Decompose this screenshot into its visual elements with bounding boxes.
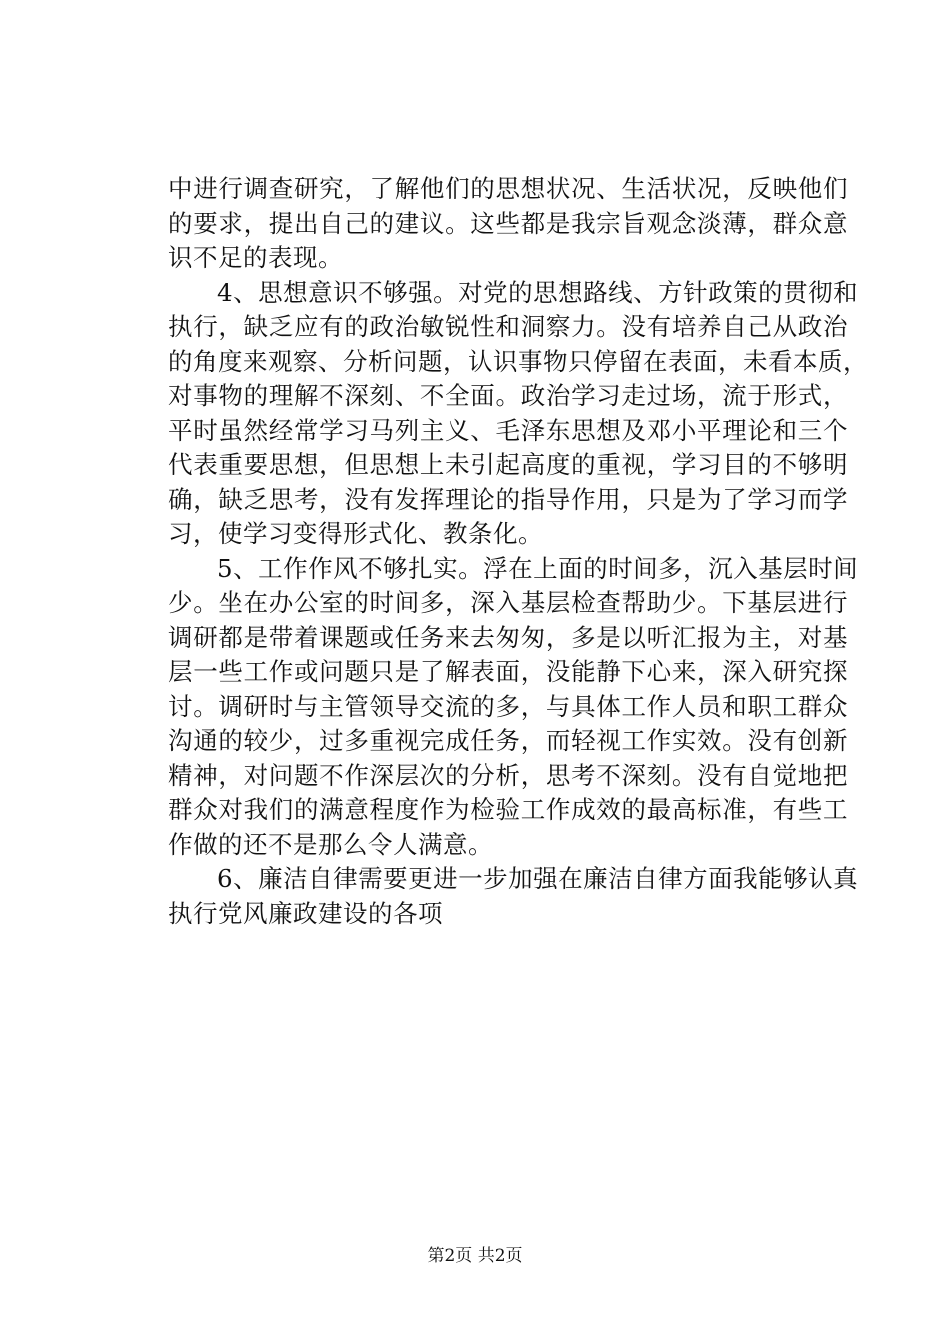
text-line: 讨。调研时与主管领导交流的多，与具体工作人员和职工群众 — [168, 691, 848, 721]
text-line: 沟通的较少，过多重视完成任务，而轻视工作实效。没有创新 — [168, 726, 848, 755]
text-line: 执行，缺乏应有的政治敏锐性和洞察力。没有培养自己从政治 — [168, 312, 848, 341]
text-line: 确，缺乏思考，没有发挥理论的指导作用，只是为了学习而学 — [168, 484, 848, 514]
text-line: 的要求，提出自己的建议。这些都是我宗旨观念淡薄，群众意 — [168, 208, 848, 238]
text-line: 少。坐在办公室的时间多，深入基层检查帮助少。下基层进行 — [168, 588, 848, 617]
text-line: 群众对我们的满意程度作为检验工作成效的最高标准，有些工 — [168, 795, 848, 824]
text-line: 调研都是带着课题或任务来去匆匆，多是以听汇报为主，对基 — [168, 622, 848, 652]
text-line: 对事物的理解不深刻、不全面。政治学习走过场，流于形式， — [168, 381, 848, 410]
text-line: 精神，对问题不作深层次的分析，思考不深刻。没有自觉地把 — [168, 760, 848, 790]
text-line: 中进行调查研究，了解他们的思想状况、生活状况，反映他们 — [168, 174, 848, 203]
page-footer: 第2页 共2页 — [427, 1246, 523, 1266]
text-line: 4、思想意识不够强。对党的思想路线、方针政策的贯彻和 — [217, 277, 859, 307]
text-line: 的角度来观察、分析问题，认识事物只停留在表面，未看本质， — [168, 346, 868, 376]
text-line: 执行党风廉政建设的各项 — [168, 898, 443, 928]
text-line: 习，使学习变得形式化、教条化。 — [168, 519, 543, 548]
text-line: 平时虽然经常学习马列主义、毛泽东思想及邓小平理论和三个 — [168, 415, 848, 445]
text-line: 层一些工作或问题只是了解表面，没能静下心来，深入研究探 — [168, 657, 848, 686]
text-line: 作做的还不是那么令人满意。 — [168, 829, 493, 859]
text-line: 6、廉洁自律需要更进一步加强在廉洁自律方面我能够认真 — [217, 864, 859, 893]
text-line: 5、工作作风不够扎实。浮在上面的时间多，沉入基层时间 — [217, 553, 859, 583]
body-text — [168, 172, 868, 931]
text-line: 代表重要思想，但思想上未引起高度的重视，学习目的不够明 — [168, 450, 848, 479]
text-line: 识不足的表现。 — [168, 243, 343, 272]
